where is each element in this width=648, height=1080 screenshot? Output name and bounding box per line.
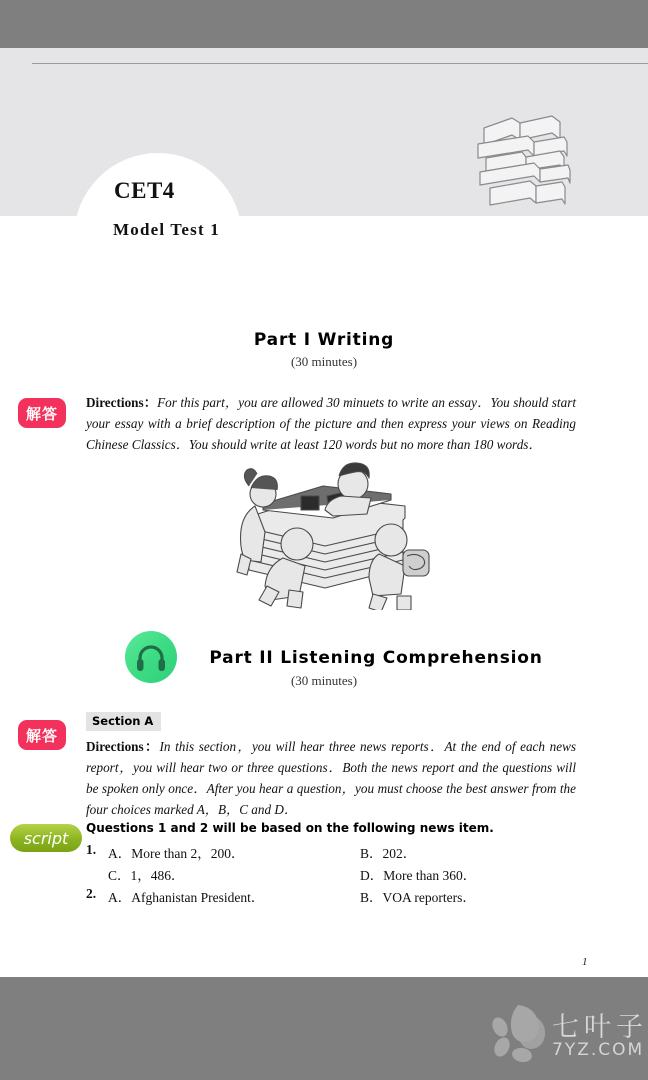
part2-directions-label: Directions：: [86, 739, 160, 754]
section-a-label: Section A: [86, 712, 161, 731]
part2-directions-text: In this section，you will hear three news reports．At the end of each news report，you will hear two or three questions．Both the news report and the questions will be spoken only once．After you hear a question，you must choose the best answer from the four choices marked A，B，C and D．: [86, 739, 576, 817]
part1-directions-text: For this part，you are allowed 30 minuets to write an essay．You should start your essay with a brief description of the picture and then express your views on Reading Chinese Classics．You should write at least 120 words but no more than 180 words．: [86, 395, 576, 452]
part1-directions: [86, 392, 576, 455]
exam-title: CET4: [114, 178, 175, 203]
top-chrome-bar: [0, 0, 648, 48]
stack-of-books-icon: [468, 106, 578, 224]
question-option-right[interactable]: B．VOA reporters．: [360, 890, 476, 905]
question-number: 1.: [86, 842, 97, 857]
part1-heading: Part I Writing: [253, 330, 395, 350]
page-number-area: [560, 956, 648, 974]
watermark-domain-text: 7YZ.COM: [552, 1040, 645, 1060]
children-pushing-book-stack-illustration: [205, 458, 445, 610]
question-option-left[interactable]: C．1，486．: [108, 868, 185, 883]
watermark-chinese-text: 七叶子: [552, 1012, 648, 1043]
part1-minutes: (30 minutes): [290, 354, 358, 369]
questions-intro: Questions 1 and 2 will be based on the following news item.: [86, 821, 494, 835]
answer-badge-part1[interactable]: 解答: [18, 398, 66, 428]
document-page: [0, 48, 648, 977]
question-row: [86, 842, 586, 863]
script-badge[interactable]: script: [10, 824, 82, 852]
part2-heading: Part II Listening Comprehension: [209, 648, 543, 668]
page-number-rule: [32, 63, 648, 64]
part1-directions-label: Directions：: [86, 395, 158, 410]
question-option-right[interactable]: B．202．: [360, 846, 417, 861]
question-number: 2.: [86, 886, 97, 901]
question-option-left[interactable]: A．More than 2，200．: [108, 846, 245, 861]
question-option-right[interactable]: D．More than 360．: [360, 868, 477, 883]
answer-badge-part2[interactable]: 解答: [18, 720, 66, 750]
part2-minutes: (30 minutes): [290, 673, 358, 688]
part2-directions: [86, 736, 576, 820]
question-row: [86, 886, 586, 907]
test-title: Model Test 1: [113, 220, 220, 239]
question-option-left[interactable]: A．Afghanistan President．: [108, 890, 265, 905]
question-row: [86, 864, 586, 885]
page-number: 1: [582, 956, 588, 968]
